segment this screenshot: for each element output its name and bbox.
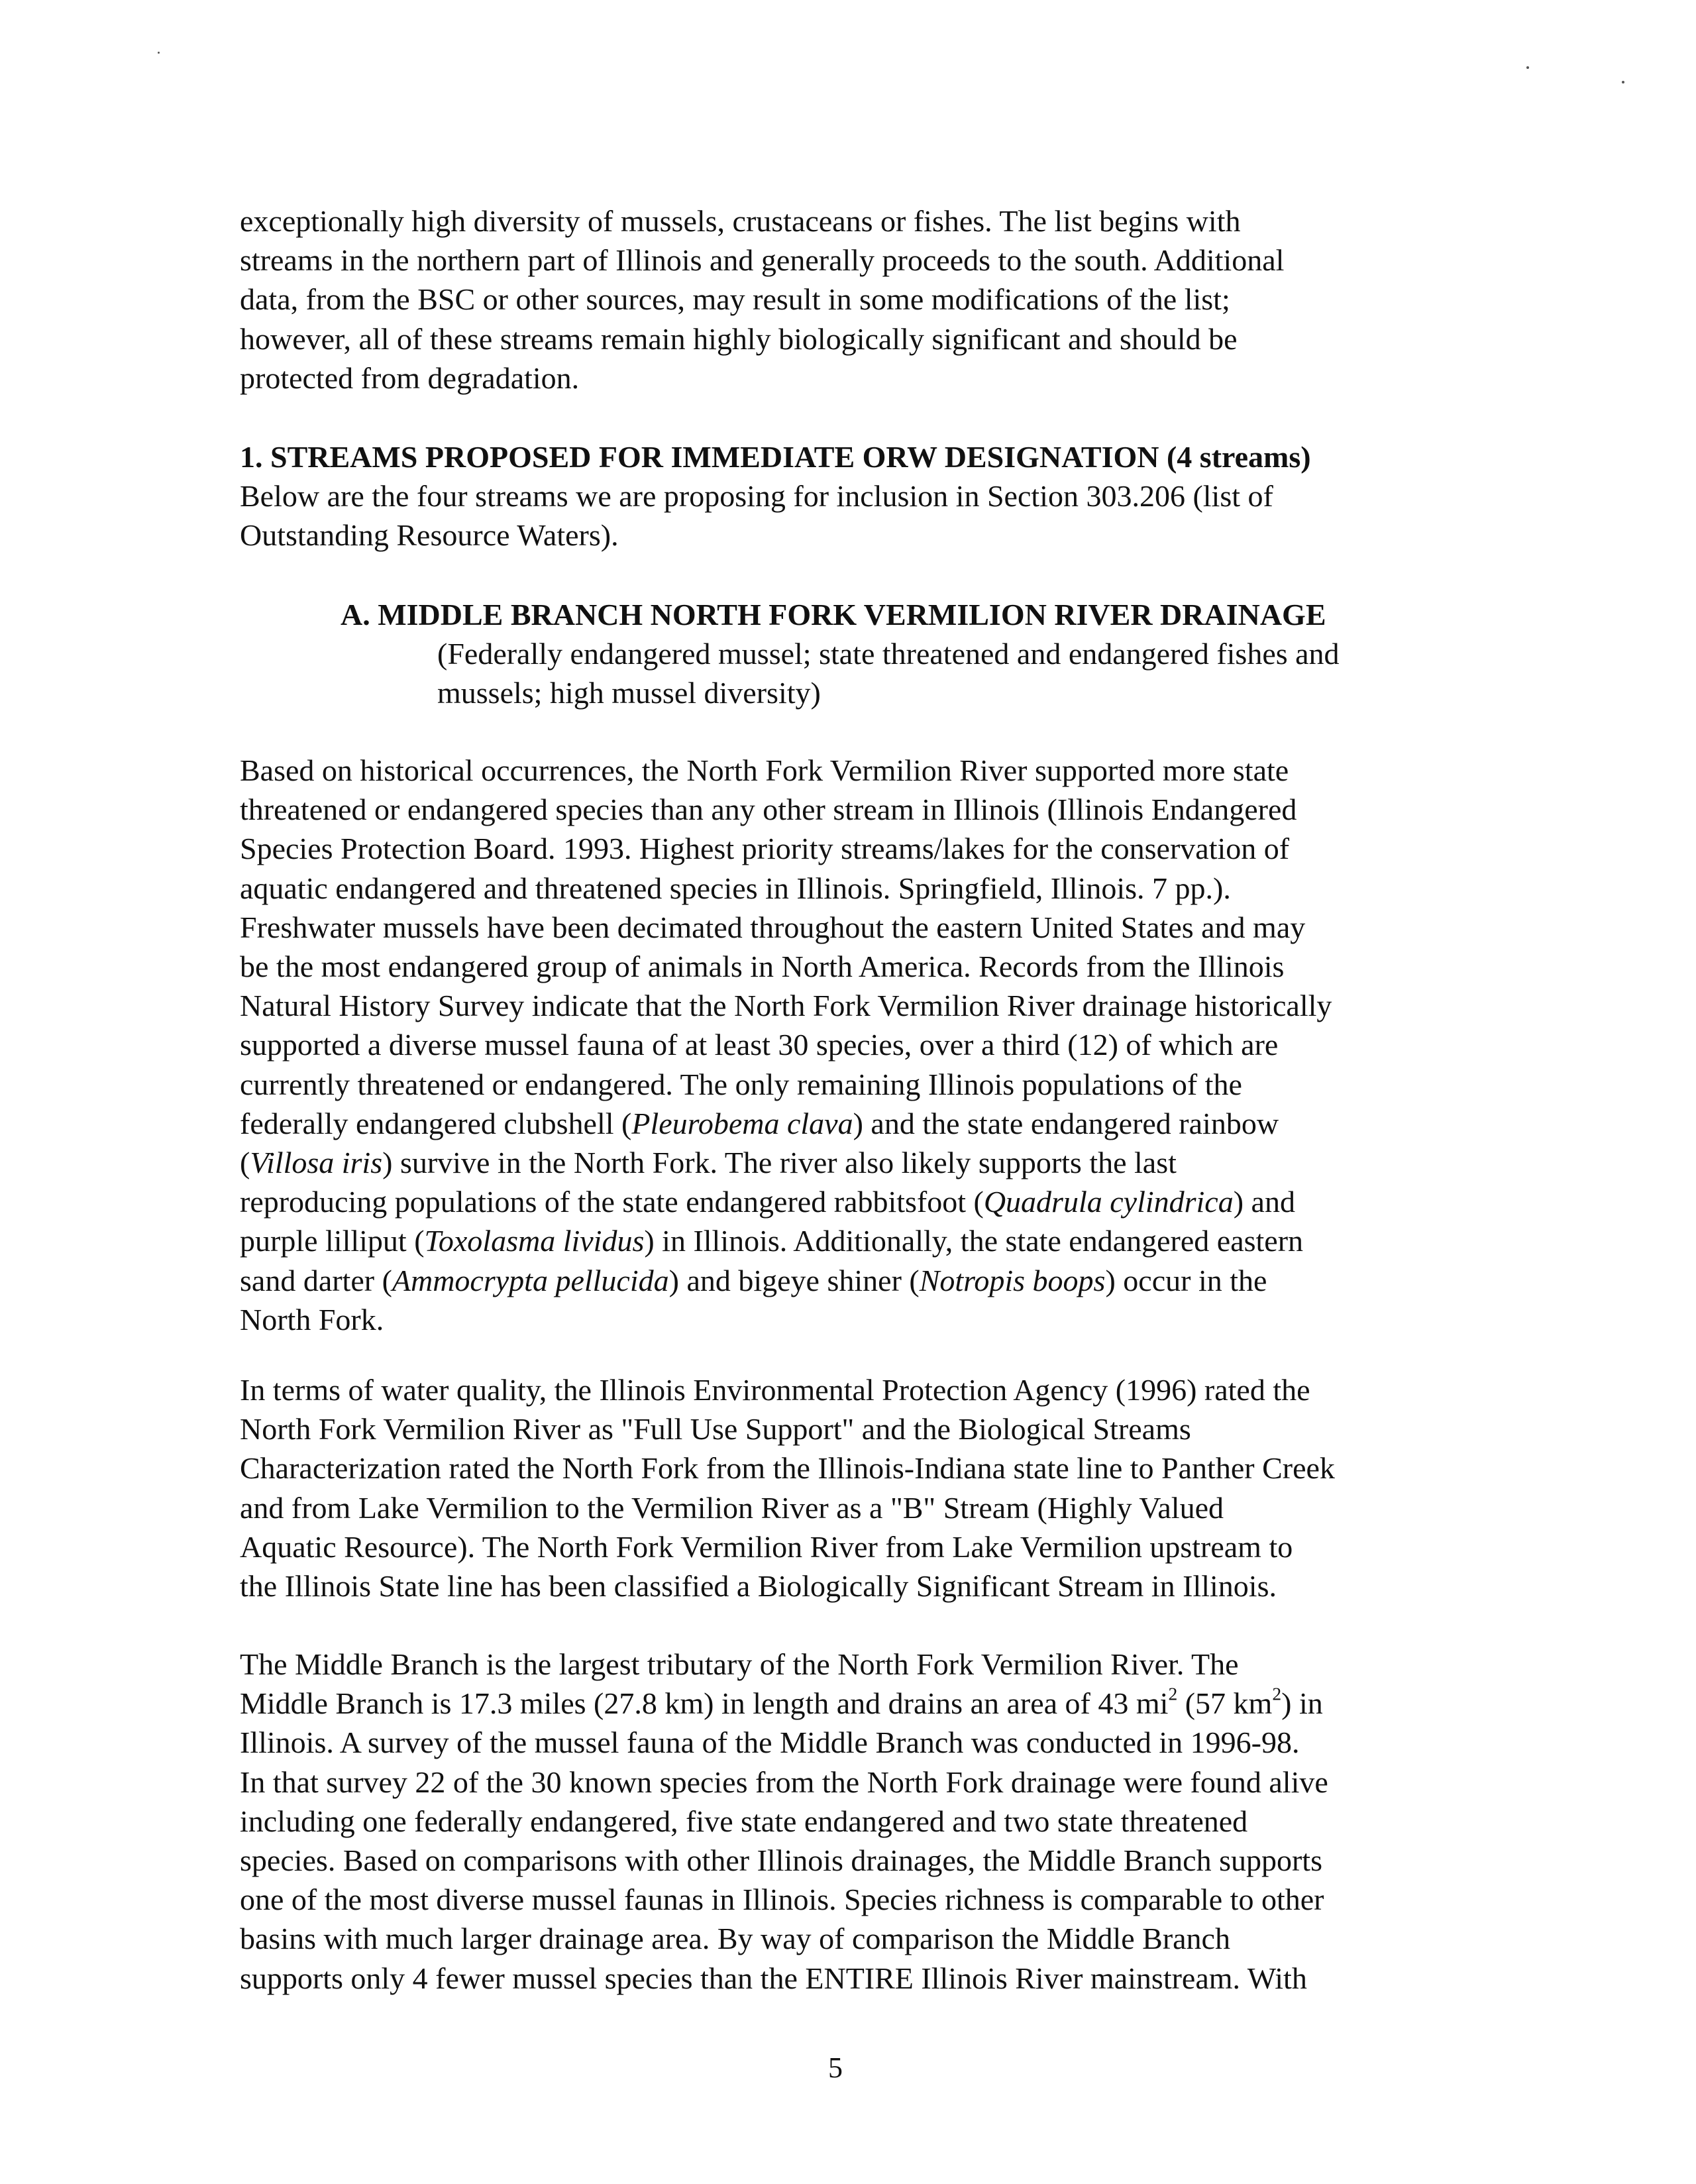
text-line: (Federally endangered mussel; state threatened and endangered fishes and [437,637,1340,671]
subsection-a-title: A. MIDDLE BRANCH NORTH FORK VERMILION RIVER DRAINAGE [341,598,1326,631]
section-1 [240,437,1499,555]
text-line [240,1143,1499,1182]
species-name: Toxolasma lividus [424,1224,645,1258]
text-line: the Illinois State line has been classified a Biologically Significant Stream in Illinois. [240,1569,1277,1604]
text-line: and from Lake Vermilion to the Vermilion River as a "B" Stream (Highly Valued [240,1490,1224,1525]
text-run: ) and bigeye shiner ( [668,1263,920,1297]
page-number: 5 [828,2051,843,2084]
text-run: ( [240,1146,250,1180]
text-line: Characterization rated the North Fork from the Illinois-Indiana state line to Panther Creek [240,1451,1335,1486]
subsection-a-note [437,634,1696,712]
text-line: The Middle Branch is the largest tributary of the North Fork Vermilion River. The [240,1647,1239,1681]
text-line: supports only 4 fewer mussel species than the ENTIRE Illinois River mainstream. With [240,1961,1307,1995]
text-run: ) in [1281,1686,1323,1721]
paragraph-north-fork-history [240,751,1499,1339]
text-line: including one federally endangered, five state endangered and two state threatened [240,1804,1248,1838]
text-run: Middle Branch is 17.3 miles (27.8 km) in length and drains an area of 43 mi [240,1686,1169,1721]
species-name: Villosa iris [250,1146,383,1180]
paragraph-middle-branch [240,1645,1499,1998]
paragraph-water-quality [240,1370,1499,1606]
text-line: data, from the BSC or other sources, may result in some modifications of the list; [240,282,1230,317]
text-line: Species Protection Board. 1993. Highest priority streams/lakes for the conservation of [240,832,1290,866]
text-line: supported a diverse mussel fauna of at least 30 species, over a third (12) of which are [240,1028,1279,1062]
text-run: (57 km [1177,1686,1273,1721]
text-line [240,1182,1499,1221]
text-run: purple lilliput ( [240,1224,425,1258]
text-line [240,1684,1499,1723]
subsection-a-heading [341,595,1599,634]
text-line: North Fork Vermilion River as "Full Use Support" and the Biological Streams [240,1412,1191,1447]
text-line: protected from degradation. [240,360,580,395]
section-1-heading: 1. STREAMS PROPOSED FOR IMMEDIATE ORW DESIGNATION (4 streams) [240,440,1311,474]
text-line: one of the most diverse mussel faunas in Illinois. Species richness is comparable to other [240,1883,1324,1917]
text-line: Aquatic Resource). The North Fork Vermilion River from Lake Vermilion upstream to [240,1529,1293,1564]
text-line: Outstanding Resource Waters). [240,518,619,553]
text-line: exceptionally high diversity of mussels, crustaceans or fishes. The list begins with [240,204,1241,238]
text-run: ) and the state endangered rainbow [853,1106,1279,1140]
text-line: North Fork. [240,1302,384,1337]
intro-paragraph [240,201,1499,398]
text-run: sand darter ( [240,1263,392,1297]
superscript: 2 [1168,1683,1178,1704]
species-name: Notropis boops [919,1263,1106,1297]
scan-speck [1622,81,1624,83]
scan-speck [158,52,160,54]
text-line [240,1221,1499,1260]
text-line: Freshwater mussels have been decimated throughout the eastern United States and may [240,910,1306,944]
text-run: ) survive in the North Fork. The river also likely supports the last [382,1146,1177,1180]
text-run: ) and [1233,1185,1295,1219]
text-line: In terms of water quality, the Illinois Environmental Protection Agency (1996) rated the [240,1373,1310,1407]
text-run: reproducing populations of the state endangered rabbitsfoot ( [240,1185,984,1219]
text-line: Below are the four streams we are proposing for inclusion in Section 303.206 (list of [240,479,1273,514]
species-name: Pleurobema clava [631,1106,853,1140]
text-run: ) in Illinois. Additionally, the state endangered eastern [644,1224,1304,1258]
text-line: threatened or endangered species than any other stream in Illinois (Illinois Endangered [240,792,1297,827]
text-line: basins with much larger drainage area. By way of comparison the Middle Branch [240,1922,1230,1956]
text-line: mussels; high mussel diversity) [437,676,821,710]
text-line: Illinois. A survey of the mussel fauna of the Middle Branch was conducted in 1996-98. [240,1725,1300,1760]
text-run: federally endangered clubshell ( [240,1106,632,1140]
text-line: In that survey 22 of the 30 known species from the North Fork drainage were found alive [240,1765,1328,1799]
text-line: aquatic endangered and threatened species in Illinois. Springfield, Illinois. 7 pp.). [240,871,1231,905]
text-line: however, all of these streams remain highly biologically significant and should be [240,321,1238,356]
text-line: be the most endangered group of animals in North America. Records from the Illinois [240,950,1285,984]
text-line: Based on historical occurrences, the North Fork Vermilion River supported more state [240,753,1289,787]
species-name: Quadrula cylindrica [983,1185,1234,1219]
text-run: ) occur in the [1105,1263,1267,1297]
text-line: streams in the northern part of Illinois and generally proceeds to the south. Additional [240,243,1285,278]
scan-speck [1526,66,1529,69]
superscript: 2 [1272,1683,1282,1704]
text-line: species. Based on comparisons with other Illinois drainages, the Middle Branch supports [240,1843,1322,1878]
species-name: Ammocrypta pellucida [392,1263,669,1297]
text-line [240,1104,1499,1143]
text-line [240,1261,1499,1300]
text-line: Natural History Survey indicate that the North Fork Vermilion River drainage historically [240,989,1332,1023]
text-line: currently threatened or endangered. The only remaining Illinois populations of the [240,1067,1242,1101]
